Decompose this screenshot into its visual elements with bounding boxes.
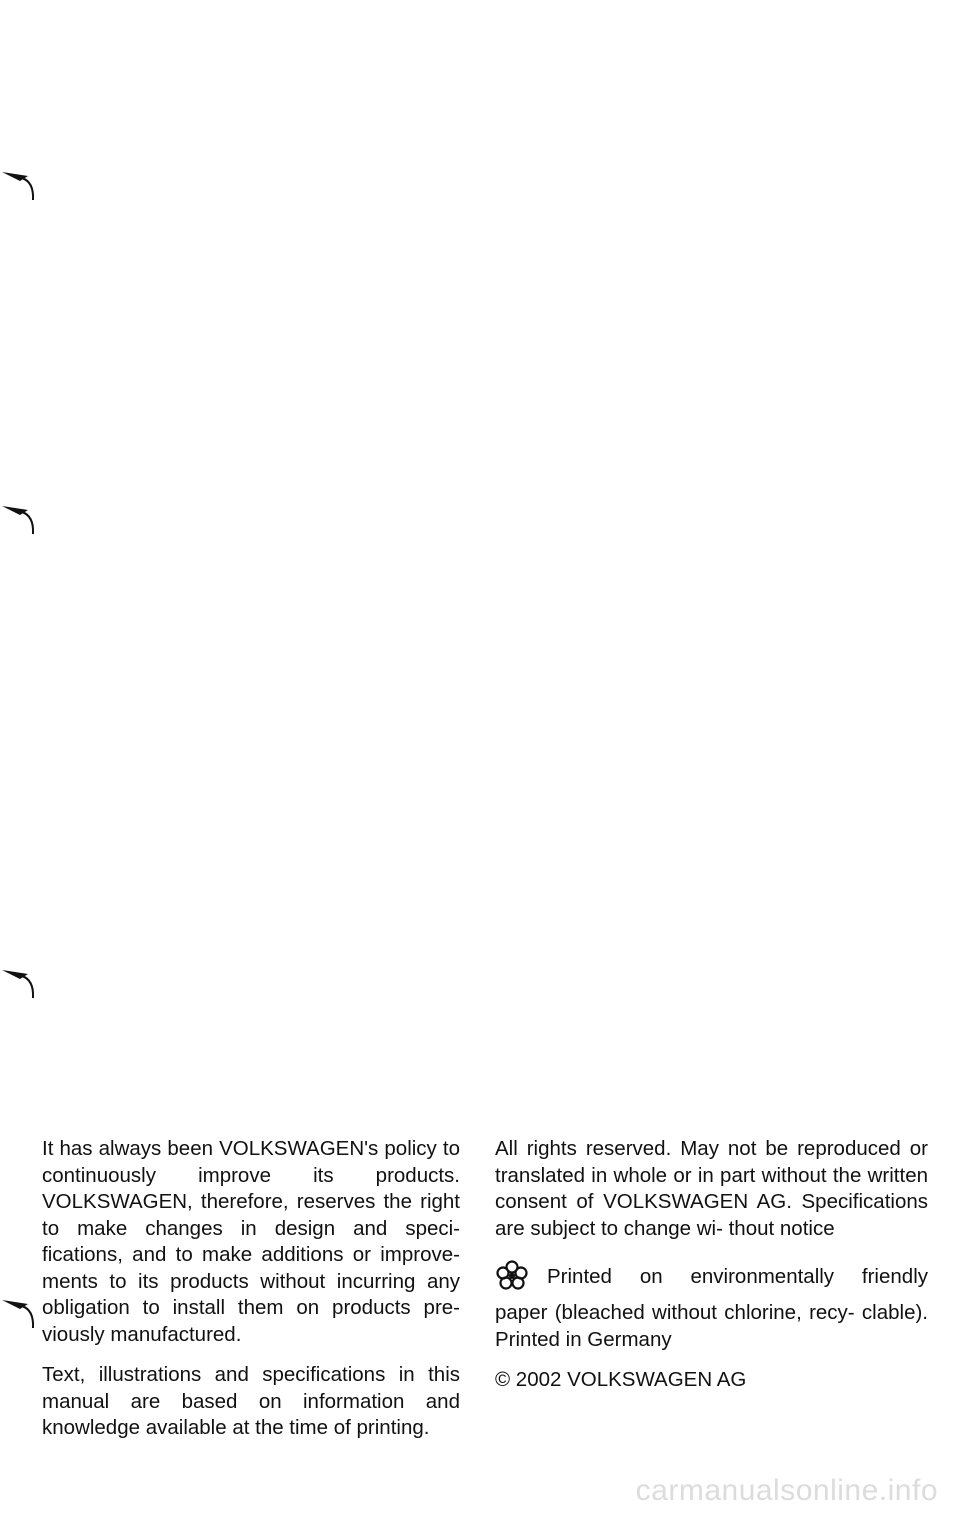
- eco-notice-first-line: Printed on environmentally friendly: [547, 1264, 928, 1288]
- binding-mark-icon: [0, 964, 40, 1008]
- eco-notice: [495, 1260, 928, 1290]
- binding-mark-icon: [0, 166, 40, 210]
- left-column: [42, 1136, 460, 1442]
- copyright-line: © 2002 VOLKSWAGEN AG: [495, 1368, 747, 1391]
- policy-paragraph: It has always been VOLKSWAGEN's policy to continuously improve its products. VOLKSWAGEN, therefore, reserves the right to make changes in design and speci- fications, and to make additions or improve- ments to its products without incurring any obligation to install them on products pre- viously manufactured.: [42, 1137, 460, 1346]
- eco-notice-rest: paper (bleached without chlorine, recy- clable). Printed in Germany: [495, 1301, 928, 1351]
- rights-notice-paragraph: All rights reserved. May not be reproduced or translated in whole or in part without the written consent of VOLKSWAGEN AG. Specifications are subject to change wi- thout notice: [495, 1137, 928, 1240]
- watermark: carmanualsonline.info: [635, 1474, 938, 1507]
- binding-mark-icon: [0, 500, 40, 544]
- printing-info-paragraph: Text, illustrations and specifications in this manual are based on information and knowledge available at the time of printing.: [42, 1363, 460, 1439]
- right-column: [495, 1136, 928, 1394]
- flower-icon: [495, 1260, 529, 1290]
- binding-mark-icon: [0, 1294, 40, 1338]
